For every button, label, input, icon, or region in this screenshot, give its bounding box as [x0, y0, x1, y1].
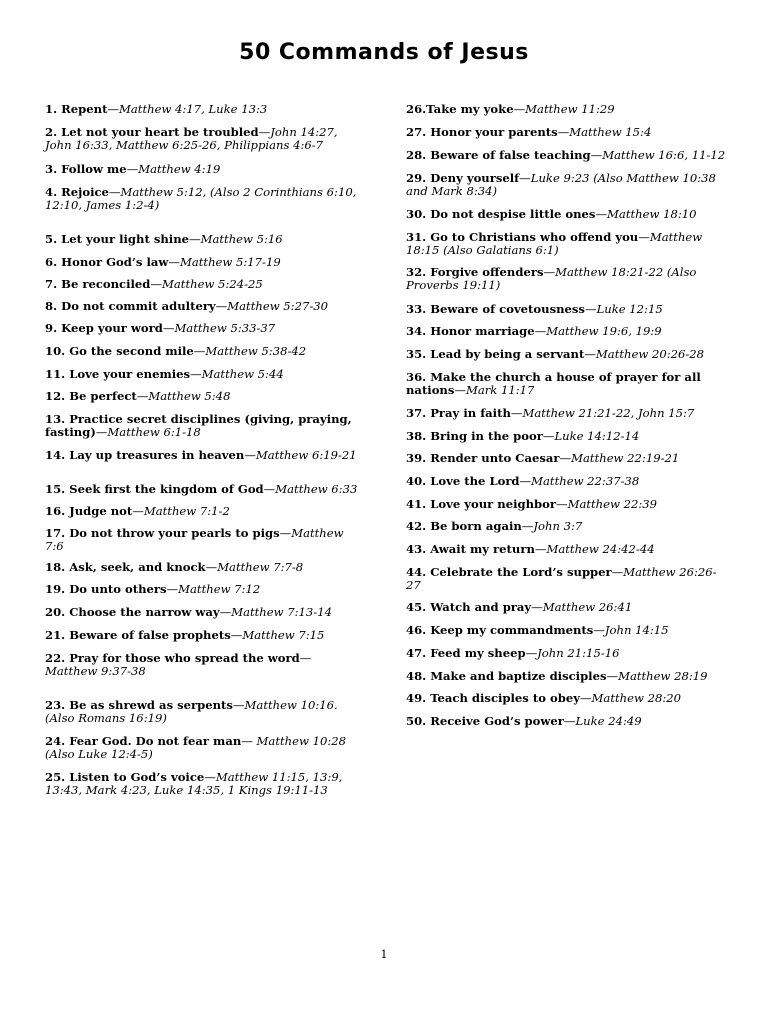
- list-item: [406, 126, 728, 139]
- scripture-reference: —Mark 11:17: [454, 382, 535, 397]
- scripture-reference: —Matthew 22:37-38: [519, 474, 640, 488]
- list-item: [406, 692, 728, 705]
- scripture-reference: —Matthew 5:12, (Also 2 Corinthians 6:10, 12:10, James 1:2-4): [45, 185, 357, 212]
- scripture-reference: —Matthew 9:37-38: [45, 651, 312, 678]
- list-item: [45, 699, 363, 724]
- scripture-reference: —Matthew 5:44: [190, 367, 284, 381]
- list-item: [406, 348, 728, 361]
- scripture-reference: — Matthew 10:28 (Also Luke 12:4-5): [45, 734, 346, 761]
- command-text: 43. Await my return: [406, 542, 535, 556]
- scripture-reference: —Matthew 7:12: [166, 582, 261, 596]
- command-text: 6. Honor God’s law: [45, 255, 169, 269]
- page-number: 1: [380, 948, 388, 961]
- list-item: [45, 735, 363, 760]
- command-text: 30. Do not despise little ones: [406, 207, 596, 221]
- scripture-reference: —Matthew 7:7-8: [205, 560, 304, 574]
- command-text: 5. Let your light shine: [45, 232, 190, 246]
- scripture-reference: —Matthew 28:20: [579, 691, 681, 705]
- list-item: [406, 647, 728, 660]
- list-item: [406, 149, 728, 162]
- scripture-reference: —Matthew 11:29: [513, 102, 615, 116]
- scripture-reference: —John 21:15-16: [525, 646, 620, 660]
- command-text: 42. Be born again: [406, 519, 522, 533]
- scripture-reference: —Luke 9:23 (Also Matthew 10:38 and Mark 8:34): [406, 171, 716, 198]
- scripture-reference: —Luke 24:49: [563, 714, 642, 728]
- command-text: 17. Do not throw your pearls to pigs: [45, 526, 280, 540]
- scripture-reference: —Matthew 20:26-28: [584, 347, 705, 361]
- list-item: [45, 233, 363, 246]
- scripture-reference: —Luke 12:15: [584, 302, 663, 316]
- scripture-reference: —Matthew 19:6, 19:9: [534, 324, 662, 338]
- list-item: [45, 483, 363, 496]
- list-item: [45, 583, 363, 596]
- scripture-reference: —Luke 14:12-14: [542, 429, 640, 443]
- list-item: [406, 624, 728, 637]
- command-text: 16. Judge not: [45, 504, 133, 518]
- scripture-reference: —John 3:7: [521, 519, 583, 533]
- command-text: 49. Teach disciples to obey: [406, 691, 580, 705]
- command-text: 22. Pray for those who spread the word: [45, 651, 300, 665]
- command-text: 3. Follow me: [45, 162, 127, 176]
- list-item: [406, 371, 728, 396]
- command-text: 40. Love the Lord: [406, 474, 520, 488]
- command-text: 34. Honor marriage: [406, 324, 535, 338]
- list-item: [45, 163, 363, 176]
- list-item: [45, 505, 363, 518]
- scripture-reference: —Matthew 5:16: [189, 232, 283, 246]
- command-text: 46. Keep my commandments: [406, 623, 594, 637]
- list-item: [45, 527, 363, 552]
- list-item: [45, 652, 363, 677]
- command-text: 23. Be as shrewd as serpents: [45, 698, 233, 712]
- scripture-reference: —Matthew 22:39: [555, 497, 658, 511]
- command-text: 9. Keep your word: [45, 321, 163, 335]
- command-text: 39. Render unto Caesar: [406, 451, 560, 465]
- scripture-reference: —Matthew 7:13-14: [219, 605, 332, 619]
- list-item: [406, 543, 728, 556]
- list-item: [45, 390, 363, 403]
- command-text: 45. Watch and pray: [406, 600, 532, 614]
- list-item: [406, 566, 728, 591]
- command-text: 11. Love your enemies: [45, 367, 191, 381]
- command-text: 44. Celebrate the Lord’s supper: [406, 565, 612, 579]
- command-text: 7. Be reconciled: [45, 277, 151, 291]
- list-item: [406, 430, 728, 443]
- scripture-reference: —Matthew 6:19-21: [244, 448, 357, 462]
- scripture-reference: —Matthew 18:15 (Also Galatians 6:1): [406, 230, 703, 257]
- command-text: 47. Feed my sheep: [406, 646, 526, 660]
- command-text: 38. Bring in the poor: [406, 429, 543, 443]
- command-text: 29. Deny yourself: [406, 171, 520, 185]
- command-text: 26.Take my yoke: [406, 102, 514, 116]
- command-text: 35. Lead by being a servant: [406, 347, 585, 361]
- scripture-reference: —Matthew 18:10: [595, 207, 697, 221]
- list-item: [45, 561, 363, 574]
- list-item: [45, 771, 363, 796]
- command-text: 50. Receive God’s power: [406, 714, 564, 728]
- command-text: 18. Ask, seek, and knock: [45, 560, 206, 574]
- command-text: 8. Do not commit adultery: [45, 299, 216, 313]
- list-item: [45, 345, 363, 358]
- command-text: 27. Honor your parents: [406, 125, 558, 139]
- list-item: [406, 715, 728, 728]
- scripture-reference: —Matthew 5:38-42: [193, 344, 307, 358]
- list-item: [45, 629, 363, 642]
- scripture-reference: —Matthew 7:15: [230, 628, 325, 642]
- list-item: [406, 103, 728, 116]
- list-item: [45, 256, 363, 269]
- scripture-reference: —Matthew 6:1-18: [95, 424, 201, 439]
- scripture-reference: —John 14:15: [593, 623, 669, 637]
- scripture-reference: —Matthew 4:19: [126, 162, 221, 176]
- list-item: [406, 407, 728, 420]
- scripture-reference: —Matthew 5:33-37: [162, 321, 276, 335]
- page-title: 50 Commands of Jesus: [239, 40, 529, 65]
- command-text: 48. Make and baptize disciples: [406, 669, 607, 683]
- command-text: 2. Let not your heart be troubled: [45, 125, 259, 139]
- list-item: [45, 449, 363, 462]
- scripture-reference: —Matthew 11:15, 13:9, 13:43, Mark 4:23, Luke 14:35, 1 Kings 19:11-13: [45, 770, 343, 797]
- scripture-reference: —John 14:27, John 16:33, Matthew 6:25-26, Philippians 4:6-7: [45, 125, 338, 152]
- command-text: 14. Lay up treasures in heaven: [45, 448, 245, 462]
- scripture-reference: —Matthew 18:21-22 (Also Proverbs 19:11): [406, 265, 697, 292]
- list-item: [45, 322, 363, 335]
- scripture-reference: —Matthew 7:1-2: [132, 504, 230, 518]
- scripture-reference: —Matthew 10:16. (Also Romans 16:19): [45, 698, 338, 725]
- scripture-reference: —Matthew 7:6: [45, 526, 344, 553]
- list-item: [45, 413, 363, 438]
- command-text: 24. Fear God. Do not fear man: [45, 734, 242, 748]
- list-item: [406, 231, 728, 256]
- command-text: 36. Make the church a house of prayer for all nations: [406, 370, 701, 397]
- scripture-reference: —Matthew 5:24-25: [150, 277, 263, 291]
- command-text: 41. Love your neighbor: [406, 497, 556, 511]
- command-text: 15. Seek first the kingdom of God: [45, 482, 264, 496]
- scripture-reference: —Matthew 26:26-27: [406, 565, 717, 592]
- command-text: 28. Beware of false teaching: [406, 148, 591, 162]
- list-item: [45, 300, 363, 313]
- scripture-reference: —Matthew 4:17, Luke 13:3: [107, 102, 268, 116]
- list-item: [45, 186, 363, 211]
- command-text: 1. Repent: [45, 102, 108, 116]
- scripture-reference: —Matthew 24:42-44: [534, 542, 655, 556]
- scripture-reference: —Matthew 5:17-19: [168, 255, 281, 269]
- list-item: [45, 126, 363, 151]
- command-text: 32. Forgive offenders: [406, 265, 544, 279]
- scripture-reference: —Matthew 21:21-22, John 15:7: [510, 406, 695, 420]
- list-item: [45, 368, 363, 381]
- scripture-reference: —Matthew 28:19: [606, 669, 708, 683]
- list-item: [406, 325, 728, 338]
- scripture-reference: —Matthew 6:33: [263, 482, 358, 496]
- command-text: 37. Pray in faith: [406, 406, 511, 420]
- command-text: 33. Beware of covetousness: [406, 302, 585, 316]
- scripture-reference: —Matthew 22:19-21: [559, 451, 680, 465]
- list-item: [45, 278, 363, 291]
- list-item: [406, 520, 728, 533]
- list-item: [406, 452, 728, 465]
- list-item: [406, 266, 728, 291]
- command-text: 12. Be perfect: [45, 389, 137, 403]
- list-item: [45, 103, 363, 116]
- list-item: [406, 475, 728, 488]
- list-item: [406, 172, 728, 197]
- scripture-reference: —Matthew 26:41: [531, 600, 633, 614]
- list-item: [406, 601, 728, 614]
- scripture-reference: —Matthew 5:48: [136, 389, 231, 403]
- list-item: [406, 670, 728, 683]
- list-item: [406, 498, 728, 511]
- command-text: 31. Go to Christians who offend you: [406, 230, 639, 244]
- list-item: [406, 208, 728, 221]
- command-text: 10. Go the second mile: [45, 344, 194, 358]
- command-text: 4. Rejoice: [45, 185, 109, 199]
- list-item: [406, 303, 728, 316]
- scripture-reference: —Matthew 16:6, 11-12: [590, 148, 726, 162]
- scripture-reference: —Matthew 5:27-30: [215, 299, 329, 313]
- list-item: [45, 606, 363, 619]
- command-text: 21. Beware of false prophets: [45, 628, 231, 642]
- command-text: 13. Practice secret disciplines (giving, praying, fasting): [45, 412, 352, 439]
- command-text: 20. Choose the narrow way: [45, 605, 220, 619]
- command-text: 25. Listen to God’s voice: [45, 770, 205, 784]
- command-text: 19. Do unto others: [45, 582, 167, 596]
- scripture-reference: —Matthew 15:4: [557, 125, 652, 139]
